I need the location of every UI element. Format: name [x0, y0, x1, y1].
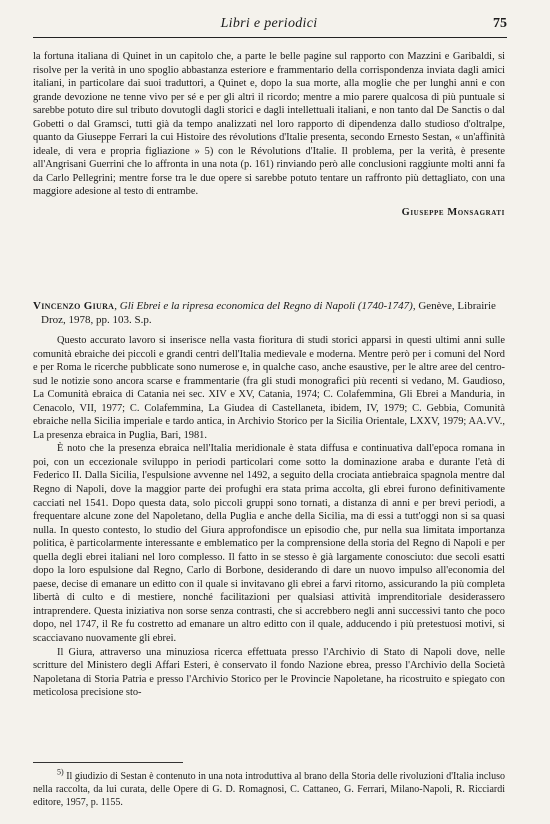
- page: [33, 14, 507, 808]
- page-number: 75: [493, 16, 507, 31]
- footnote-marker: 5): [57, 767, 64, 777]
- footnote: [33, 767, 505, 809]
- book-publication: Genève, Librairie Droz, 1978, pp. 103. S.p.: [41, 300, 496, 326]
- book-heading: Vincenzo Giura, Gli Ebrei e la ripresa economica del Regno di Napoli (1740-1747), Genève, Librairie Droz, 1978, pp. 103. S.p.: [33, 300, 496, 326]
- book-author: Vincenzo Giura: [33, 300, 115, 312]
- footnote-text: Il giudizio di Sestan è contenuto in una nota introduttiva al brano della Storia delle rivoluzioni d'Italia incluso nella raccolta, da lui curata, delle Opere di G. D. Romagnosi, C. Cattaneo, G. Ferrari, Milano-Napoli, R. Ricciardi editore, 1957, p. 1155.: [33, 771, 505, 808]
- running-title: Libri e periodici: [220, 16, 318, 31]
- review-2-paragraph-1: Questo accurato lavoro si inserisce nella vasta fioritura di studi storici apparsi in questi ultimi anni sulle comunità ebraiche dei piccoli e grandi centri dell'Italia medievale e moderna. Mentre però per i comuni del Nord e per Roma le ricerche pubblicate sono numerose e, in qualche caso, anche esaustive, per le altre aree del centro-sud le notizie sono ancora scarse e frammentarie (fra gli studi monografici più recenti si vedano, M. Gaudioso, La Comunità ebraica di Catania nei sec. XIV e XV, Catania, 1974; C. Colafemmina, Gli Ebrei a Manduria, in Cenacolo, VII, 1977; C. Colafemmina, La Giudea di Castellaneta, ibidem, IV, 1979; C. Gebbia, Comunità ebraiche nella Sicilia imperiale e tardo antica, in Archivio Storico per la Sicilia Orientale, LXXV, 1979; AA.VV., La presenza ebraica in Puglia, Bari, 1981.: [33, 335, 505, 441]
- header-rule: [33, 37, 507, 38]
- review-2-paragraph-2: È noto che la presenza ebraica nell'Italia meridionale è stata diffusa e continuativa dall'epoca romana in poi, con un eccezionale sviluppo in periodi particolari come sotto la dominazione araba e durante l'età di Federico II. Dalla Sicilia, l'espulsione avvenne nel 1492, a seguito della crociata antiebraica spagnola mentre dal Regno di Napoli, dove la maggior parte dei profughi era stata prima accolta, gli ebrei furono definitivamente cacciati nel 1541. Dopo questa data, solo piccoli gruppi sono tornati, a distanza di anni e per brevi periodi, a frequentare alcune zone del Napoletano, della Puglia e anche della Sicilia, ma di essi a tutt'oggi non si sa quasi nulla. In questo contesto, lo studio del Giura approfondisce un episodio che, pur nella sua limitata importanza politica, è particolarmente interessante e emblematico per la comprensione della storia del Regno di Napoli e per quella degli ebrei italiani nel loro complesso. Il fatto in se stesso è già largamente conosciuto: due secoli esatti dopo la loro espulsione dal Regno, Carlo di Borbone, desiderando di dare un nuovo impulso all'economia del paese, decise di emanare un editto con il quale si invitavano gli ebrei a farvi ritorno, assicurando la più completa libertà di culto e di mestiere, nonché facilitazioni per qualsiasi attività imprenditoriale desiderassero intraprendere. Questa iniziativa non sorse senza contrasti, che si accrebbero negli anni successivi tanto che poco dopo, nel 1747, il Re fu costretto ad emanare un altro editto con il quale, adducendo i più pretestuosi motivi, si scacciavano nuovamente gli ebrei.: [33, 443, 505, 645]
- review-giura: [33, 334, 505, 700]
- book-title: Gli Ebrei e la ripresa economica del Regno di Napoli (1740-1747): [119, 300, 413, 312]
- review-1-paragraph: la fortuna italiana di Quinet in un capitolo che, a parte le belle pagine sul rapporto con Mazzini e Garibaldi, si risolve per la verità in uno spoglio abbastanza esteriore e frammentario della corrispondenza inviata dagli amici italiani, in particolare dai suoi traduttori, a Quinet e, dopo la sua morte, alla moglie che per lunghi anni e con grande devozione ne tenne vivo per sé e per gli altri il ricordo; mentre a mio parere qualcosa di più puntuale si sarebbe potuto dire sul tributo dovutogli dagli storici e dagli intellettuali italiani, e non tanto dal De Sanctis o dal Gobetti o dal Gramsci, tutti già da tempo analizzati nel loro rapporto di dipendenza dallo studioso d'oltralpe, quanto da Giuseppe Ferrari la cui Histoire des révolutions d'Italie presenta, secondo Ernesto Sestan, « un'affinità ideale, di vera e propria figliazione » 5) con le Révolutions d'Italie. Il problema, per la verità, è presente all'Angrisani Guerrini che lo affronta in una nota (p. 161) rinviando però alle conclusioni raggiunte molti anni fa da Carlo Pellegrini; mentre forse tra le due opere si sarebbe potuto tentare un raffronto più dettagliato, con una maggiore adesione al testo di entrambe.: [33, 51, 505, 198]
- review-monsagrati: [33, 50, 505, 218]
- page-header: [33, 14, 505, 36]
- review-1-signature: Giuseppe Monsagrati: [401, 207, 505, 219]
- footnote-rule: [33, 762, 183, 763]
- review-2-paragraph-3: Il Giura, attraverso una minuziosa ricerca effettuata presso l'Archivio di Stato di Napoli dove, nelle scritture del Ministero degli Affari Esteri, è conservato il fondo Nazione ebrea, presso l'Archivio della Società Napoletana di Storia Patria e presso l'Archivio Storico per le Provincie Napoletane, ha ricostruito e spiegato con meticolosa precisione sto-: [33, 646, 505, 699]
